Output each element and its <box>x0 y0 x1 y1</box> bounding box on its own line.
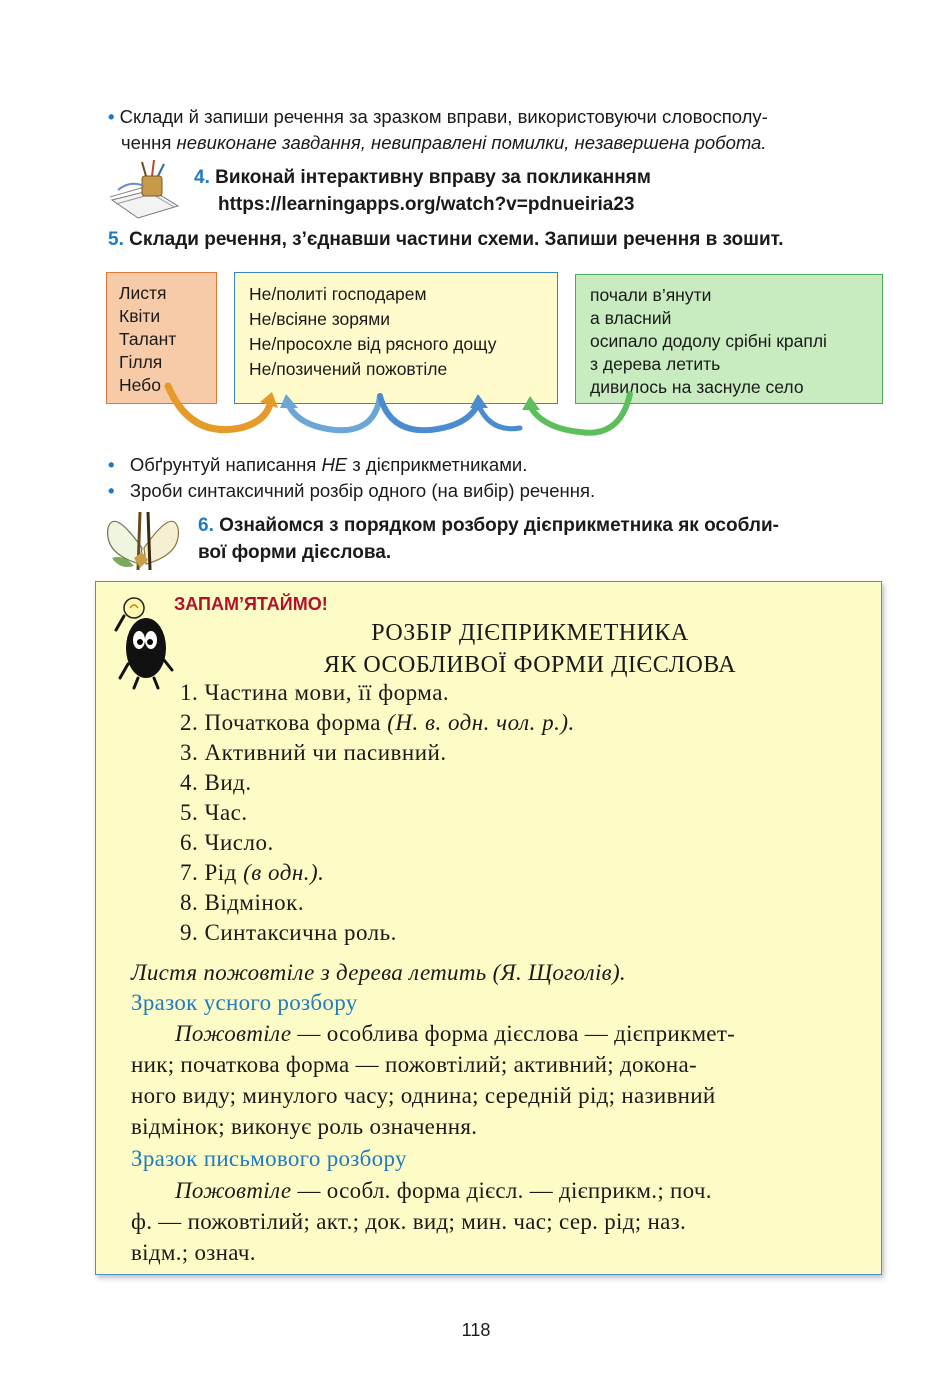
task-text: Ознайомся з порядком розбору дієприкметника як особли- <box>219 515 779 536</box>
task-text: Склади речення, з’єднавши частини схеми. Запиши речення в зошит. <box>129 229 784 250</box>
scheme-item: Не/просохле від рясного дощу <box>249 334 497 354</box>
bullet-marker: • <box>108 106 115 127</box>
scheme-item: Не/позичений пожовтіле <box>249 359 448 379</box>
written-analysis-heading: Зразок письмового розбору <box>131 1146 407 1171</box>
scheme-item: Талант <box>119 329 177 349</box>
analysis-step-4: 4. Вид. <box>180 770 252 795</box>
task-number: 5. <box>108 229 124 250</box>
analysis-step-6: 6. Число. <box>180 830 274 855</box>
green-arrow <box>530 394 630 433</box>
butterfly-brushes-icon <box>104 508 182 572</box>
scheme-item: дивилось на заснуле село <box>590 377 804 397</box>
scheme-item: Листя <box>119 283 167 303</box>
memo-label: ЗАПАМ’ЯТАЙМО! <box>174 594 328 614</box>
task-4 <box>194 164 651 218</box>
memo-title <box>300 617 760 681</box>
bullet-text: Склади й запиши речення за зразком вправи, використовуючи словосполу- <box>119 106 768 127</box>
task-number: 6. <box>198 515 214 536</box>
analysis-step-3: 3. Активний чи пасивний. <box>180 740 447 765</box>
learningapps-link[interactable]: https://learningapps.org/watch?v=pdnueiria23 <box>218 194 635 215</box>
bullet-italic-phrases: невиконане завдання, невиправлені помилки, незавершена робота. <box>176 132 767 153</box>
thinking-character-icon <box>112 594 178 690</box>
scheme-item: а власний <box>590 308 672 328</box>
oral-analysis-heading: Зразок усного розбору <box>131 990 358 1015</box>
orange-arrow <box>168 386 270 430</box>
scheme-item: почали в’янути <box>590 285 712 305</box>
task-text: Виконай інтерактивну вправу за покликанням <box>215 167 651 188</box>
blue-arrow-2 <box>380 396 478 430</box>
blue-arrow-1 <box>288 396 380 430</box>
scheme-item: Гілля <box>119 352 163 372</box>
oral-analysis-text: Пожовтіле — особлива форма дієслова — дієприкмет- ник; початкова форма — пожовтілий; активний; докона- ного виду; минулого часу; однина; середній рід; називний відмінок; виконує роль означення. <box>131 1021 736 1139</box>
bullet-text-cont: чення <box>121 132 177 153</box>
bullet-item: • Обґрунтуй написання НЕ з дієприкметниками. <box>108 454 528 475</box>
page-number: 118 <box>461 1320 491 1340</box>
memo-title-line-1: РОЗБІР ДІЄПРИКМЕТНИКА <box>371 620 689 646</box>
task-5 <box>108 229 784 251</box>
memo-title-line-2: ЯК ОСОБЛИВОЇ ФОРМИ ДІЄСЛОВА <box>323 652 737 678</box>
analysis-step-2: 2. Початкова форма (Н. в. одн. чол. р.). <box>180 710 575 735</box>
scheme-item: Небо <box>119 375 161 395</box>
brushes-paper-icon <box>108 160 182 220</box>
task-text-cont: вої форми дієслова. <box>198 542 392 563</box>
scheme-item: Не/всіяне зорями <box>249 309 391 329</box>
analysis-step-9: 9. Синтаксична роль. <box>180 920 397 945</box>
analysis-step-8: 8. Відмінок. <box>180 890 305 915</box>
task-6 <box>198 512 779 566</box>
exercise-bullet-1 <box>108 104 908 156</box>
scheme-item: з дерева летить <box>590 354 721 374</box>
task-number: 4. <box>194 167 210 188</box>
bullet-item: • Зроби синтаксичний розбір одного (на вибір) речення. <box>108 480 596 501</box>
analysis-step-7: 7. Рід (в одн.). <box>180 860 325 885</box>
analysis-step-5: 5. Час. <box>180 800 248 825</box>
written-analysis-text: Пожовтіле — особл. форма дієсл. — дієприкм.; поч. ф. — пожовтілий; акт.; док. вид; мин. час; сер. рід; наз. відм.; означ. <box>131 1178 712 1265</box>
scheme-item: Квіти <box>119 306 161 326</box>
scheme-arrows <box>150 378 670 440</box>
scheme-item: Не/политі господарем <box>249 284 427 304</box>
exercise-bullets-2 <box>108 452 595 504</box>
analysis-step-1: 1. Частина мови, її форма. <box>180 680 450 705</box>
scheme-item: осипало додолу срібні краплі <box>590 331 827 351</box>
example-sentence: Листя пожовтіле з дерева летить (Я. Щоголів). <box>131 960 626 985</box>
